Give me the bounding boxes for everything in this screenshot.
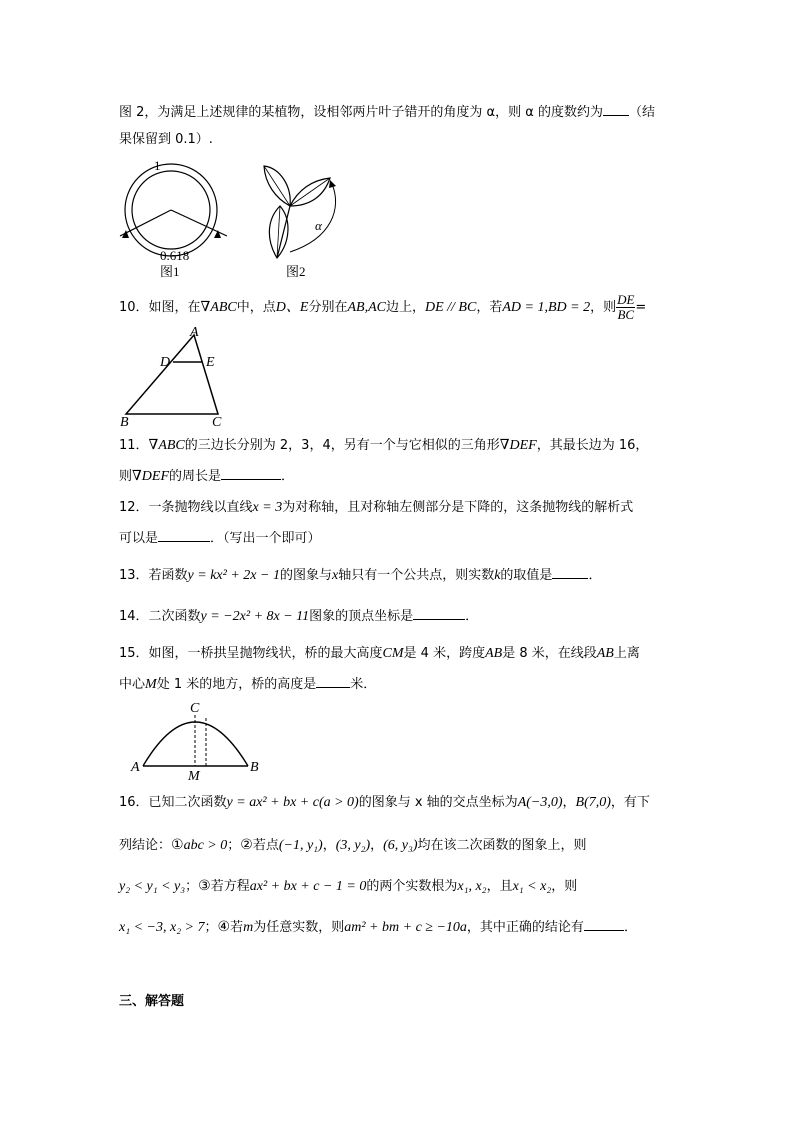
q9-figure-1: [116, 158, 246, 283]
q16-roots: x₁, x₂: [457, 879, 487, 894]
label-a: A: [131, 760, 140, 775]
q16-point-a: A(−3,0): [517, 795, 563, 810]
q10-frac-num: DE: [617, 292, 635, 307]
q11-line2: [119, 466, 294, 487]
q9-line1-end: （结: [628, 105, 655, 120]
q14-eq: y = −2x² + 8x − 11: [200, 609, 310, 624]
right-arrow-head: [214, 230, 221, 238]
q9-figure-2: [250, 158, 345, 283]
q10-mid4: ，若: [476, 300, 503, 315]
q16-line4-expr: x₁ < −3, x₂ > 7: [119, 920, 205, 935]
q10-fraction: [616, 293, 635, 322]
q11-e: 的周长是: [169, 469, 222, 484]
q16-ineq: am² + bm + c ≥ −10a: [344, 920, 467, 935]
q11-a: 11．: [119, 438, 149, 453]
q16-p2: (3, y₂): [335, 838, 371, 853]
q13-k: k: [494, 568, 501, 583]
q15-g: 米．: [350, 677, 377, 692]
q10-mid3: 边上，: [385, 300, 425, 315]
fig1-bottom-label: 0.618: [160, 248, 190, 263]
q11-b: 的三边长分别为 2，3，4，另有一个与它相似的三角形: [184, 438, 500, 453]
q10-text: [119, 292, 646, 324]
q9-line2: 果保留到 0.1）.: [119, 132, 213, 147]
q16-b: 的图象与 x 轴的交点坐标为: [358, 795, 518, 810]
q12-line2: [119, 528, 321, 549]
q16-p3: (6, y₃): [383, 838, 418, 853]
fig2-caption: 图2: [286, 264, 306, 279]
q12-a: 12．一条抛物线以直线: [119, 500, 253, 515]
q10-figure-triangle: [118, 326, 238, 428]
q12-answer-blank[interactable]: [158, 528, 210, 542]
q16-l: ，则: [551, 879, 578, 894]
label-e: E: [206, 355, 215, 370]
label-c: C: [190, 701, 200, 716]
label-m: M: [188, 769, 200, 784]
q15-figure-bridge: [128, 700, 268, 782]
q16-d: 列结论：: [119, 838, 172, 853]
q16-eq1: y = ax² + bx + c(a > 0): [226, 795, 359, 810]
q10-triangle: ∇ABC: [200, 300, 237, 315]
q15-ab2: AB: [596, 646, 614, 661]
q13-line: [119, 565, 601, 586]
q11-tri3: ∇DEF: [132, 469, 170, 484]
q16-c1-expr: abc > 0: [183, 838, 228, 853]
q14-answer-blank[interactable]: [413, 606, 465, 620]
q16-p1: (−1, y₁): [278, 838, 323, 853]
q15-line1: [119, 644, 640, 664]
q16-answer-blank[interactable]: [584, 917, 624, 931]
q10-end: =: [635, 300, 647, 315]
q16-line3-expr: y₂ < y₁ < y₃: [119, 879, 186, 894]
q15-d: 上离: [613, 646, 640, 661]
q16-point-b: B(7,0): [575, 795, 611, 810]
q16-j: 的两个实数根为: [366, 879, 458, 894]
q11-c: ，其最长边为 16，: [536, 438, 649, 453]
q10-prefix: 10．如图，在: [119, 300, 201, 315]
q16-circled-1: ①: [171, 837, 184, 853]
q16-sep3: ，: [370, 838, 384, 853]
q10-sides: AB,AC: [347, 300, 386, 315]
label-b: B: [120, 415, 129, 430]
q13-eq: y = kx² + 2x − 1: [187, 568, 280, 583]
section-3-heading: 三、解答题: [119, 994, 185, 1009]
q16-p: ，其中正确的结论有: [466, 920, 584, 935]
q16-line3: [119, 876, 577, 897]
q16-sep: ，: [562, 795, 576, 810]
q16-circled-4: ④: [217, 919, 231, 935]
q16-h: ；: [185, 879, 199, 894]
q16-circled-2: ②: [240, 837, 253, 853]
q12-c: 可以是: [119, 531, 159, 546]
q11-answer-blank[interactable]: [221, 466, 281, 480]
q11-tri1: ∇ABC: [148, 438, 185, 453]
q13-a: 13．若函数: [119, 568, 188, 583]
q16-f: 若点: [252, 838, 279, 853]
q16-k: ，且: [486, 879, 513, 894]
q16-i: 若方程: [210, 879, 250, 894]
q11-line1: [119, 436, 648, 456]
q13-d: 的取值是: [500, 568, 553, 583]
q13-x: x: [331, 568, 339, 583]
triangle-abc: [126, 335, 218, 414]
angle-arc: [290, 184, 336, 252]
q15-line2: [119, 674, 376, 695]
q13-b: 的图象与: [279, 568, 332, 583]
q16-eq3: ax² + bx + c − 1 = 0: [249, 879, 367, 894]
q10-mid5: ，则: [590, 300, 617, 315]
q13-answer-blank[interactable]: [552, 565, 588, 579]
label-d: D: [160, 355, 171, 370]
q15-answer-blank[interactable]: [316, 674, 350, 688]
left-radius: [120, 210, 171, 236]
q16-m: ；: [204, 920, 218, 935]
fig2-angle-label: α: [315, 218, 322, 233]
q15-m: M: [145, 677, 157, 692]
q12-eq: x = 3: [252, 500, 283, 515]
q16-sep2: ，: [322, 838, 336, 853]
q11-f: ．: [281, 469, 295, 484]
q12-b: 为对称轴，且对称轴左侧部分是下降的，这条抛物线的解析式: [282, 500, 634, 515]
q15-e: 中心: [119, 677, 146, 692]
label-c: C: [212, 415, 222, 430]
q12-line1: [119, 498, 633, 518]
q16-line2: [119, 835, 587, 856]
q13-c: 轴只有一个公共点，则实数: [338, 568, 495, 583]
q10-points: D、E: [275, 300, 309, 315]
fig1-top-label: 1: [154, 158, 161, 173]
q16-q: ．: [623, 920, 637, 935]
q16-c: ，有下: [610, 795, 650, 810]
q9-text-line2: [119, 130, 213, 150]
q11-tri2: ∇DEF: [499, 438, 537, 453]
q16-n: 若: [230, 920, 244, 935]
q14-a: 14．二次函数: [119, 609, 201, 624]
q16-mvar: m: [243, 920, 254, 935]
q11-d: 则: [119, 469, 133, 484]
parabola-arch: [143, 722, 248, 766]
angle-arrow-head: [329, 180, 336, 188]
q10-mid: 中，点: [236, 300, 276, 315]
q15-a: 15．如图，一桥拱呈抛物线状，桥的最大高度: [119, 646, 383, 661]
fig1-caption: 图1: [160, 264, 180, 279]
q9-line1: 图 2，为满足上述规律的某植物，设相邻两片叶子错开的角度为 α，则 α 的度数约为: [119, 105, 603, 120]
q16-circled-3: ③: [198, 878, 211, 894]
q13-e: ．: [588, 568, 602, 583]
q15-cm: CM: [382, 646, 404, 661]
q16-line4: [119, 917, 637, 938]
q9-text-line1: [119, 102, 655, 123]
q15-f: 处 1 米的地方，桥的高度是: [156, 677, 317, 692]
q14-c: ．: [465, 609, 479, 624]
q9-answer-blank[interactable]: [603, 102, 629, 116]
q12-d: ．（写出一个即可）: [210, 531, 321, 546]
q16-o: 为任意实数，则: [253, 920, 345, 935]
q16-e: ；: [227, 838, 241, 853]
q15-c: 是 8 米，在线段: [502, 646, 597, 661]
q14-line: [119, 606, 478, 627]
q15-b: 是 4 米，跨度: [403, 646, 486, 661]
q10-frac-den: BC: [617, 307, 635, 322]
q16-a: 16．已知二次函数: [119, 795, 227, 810]
q16-line1: [119, 793, 650, 813]
q10-parallel: DE // BC: [424, 300, 477, 315]
q16-rel: x₁ < x₂: [512, 879, 552, 894]
label-b: B: [250, 760, 259, 775]
q16-g: 均在该二次函数的图象上，则: [417, 838, 587, 853]
q10-mid2: 分别在: [308, 300, 348, 315]
label-a: A: [190, 325, 199, 340]
q10-condition: AD = 1,BD = 2: [502, 300, 591, 315]
q15-ab: AB: [485, 646, 503, 661]
q14-b: 图象的顶点坐标是: [309, 609, 414, 624]
